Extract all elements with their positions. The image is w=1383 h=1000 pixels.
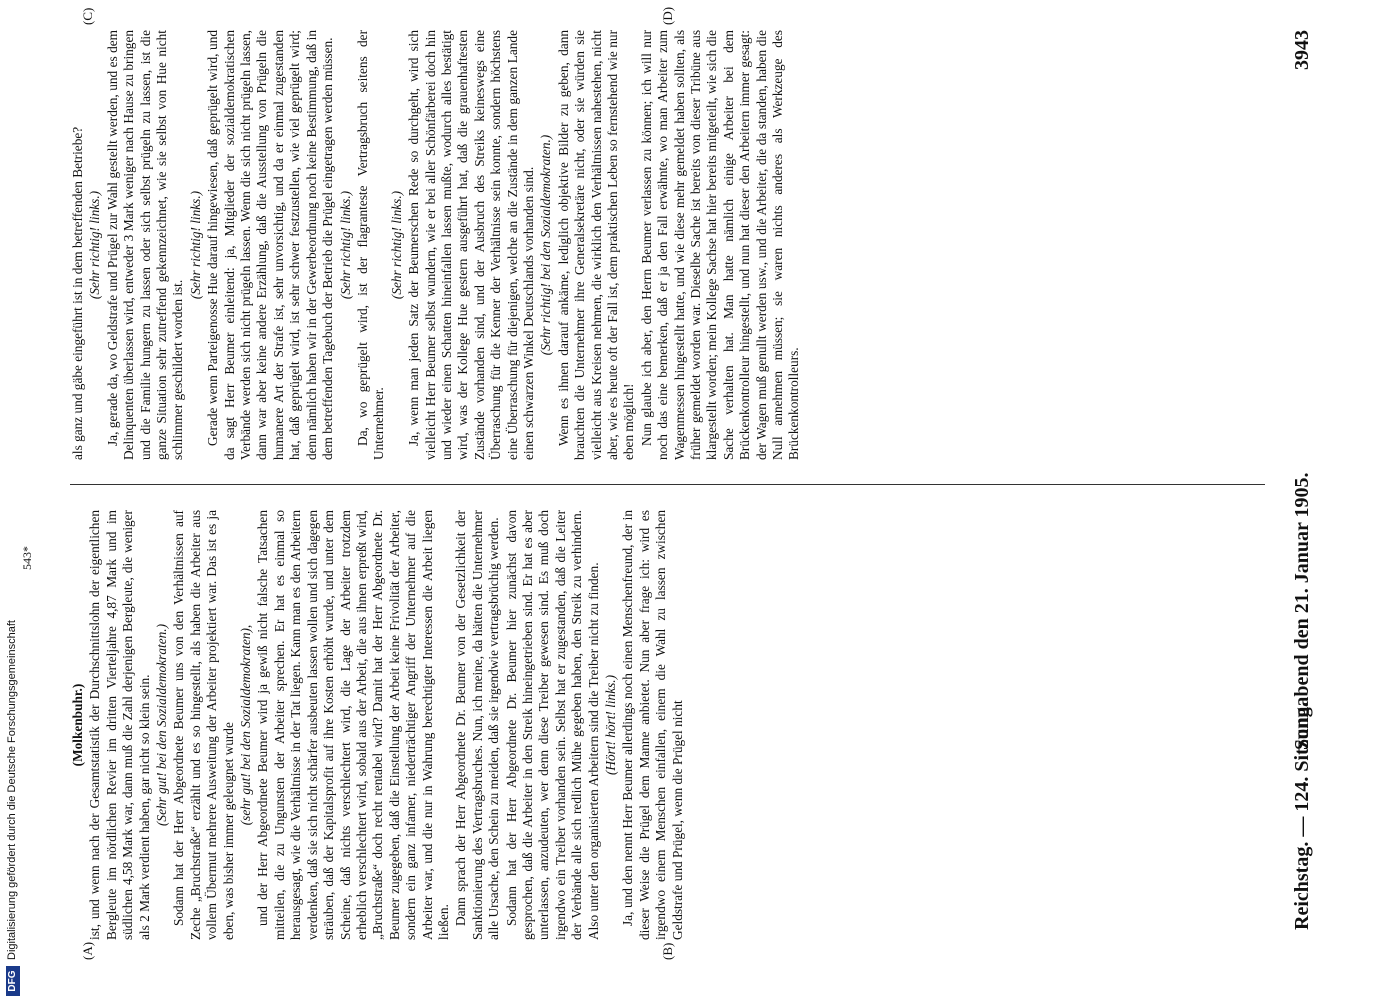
interjection: (Sehr richtig! links.) — [337, 190, 353, 300]
paragraph: Sodann hat der Herr Abgeordnete Dr. Beumer hier zunächst davon gesprochen, daß die Arbeiter in den Streik hineingetrieben sind. Er hat es aber unterlassen, anzudeuten, wer denn diese Treiber gewesen sind. Es muß doch irgendwo ein Treiber vorhanden sein. Selbst hat er zugestanden, daß die Leiter der Verbände alle sich redlich Mühe gegeben haben, den Streik zu verhindern. Also unter den organisierten Arbeitern sind die Treiber nicht zu finden. — [503, 510, 601, 940]
margin-mark-a: (A) — [80, 941, 95, 960]
margin-mark-c: (C) — [80, 7, 95, 25]
column-divider — [70, 484, 1265, 485]
paragraph: ist, und wenn nach der Gesamtstatistik der Durchschnittslohn der eigentlichen Bergleute im nördlichen Revier im dritten Vierteljahre 4,87 Mark und im südlichen 4,58 Mark war, dann muß die Zahl derjenigen Bergleute, die weniger als 2 Mark verdient haben, gar nicht so klein sein. — [87, 510, 152, 940]
margin-mark-d: (D) — [660, 6, 675, 25]
paragraph: Sodann hat der Herr Abgeordnete Beumer uns von den Verhältnissen auf Zeche „Bruchstraße“ erzählt und es so hingestellt, als haben die Arbeiter aus vollem Übermut mehrere Ausweitung der Arbeiter projektiert war. Das ist es ja eben, was bisher immer geleugnet wurde — [171, 510, 236, 940]
interjection: (sehr gut! bei den Sozialdemokraten), — [238, 624, 254, 826]
interjection: (Sehr richtig! links.) — [187, 190, 203, 300]
page-header — [1285, 30, 1325, 930]
speaker-name: (Molkenbuhr.) — [70, 683, 85, 767]
page-number: 3943 — [1291, 30, 1313, 70]
paragraph: Wenn es ihnen darauf ankäme, lediglich objektive Bilder zu geben, dann brauchten die Unternehmer ihre Generalsekretäre nicht, oder sie würden sie vielleicht aus Kreisen nehmen, die wirklich den Verhältnissen nahestehen, nicht aber, wie es heute oft der Fall ist, dem praktischen Leben so fernstehend wie nur eben möglich! — [555, 30, 637, 460]
paragraph: Gerade wenn Parteigenosse Hue darauf hingewiesen, daß geprügelt wird, und da sagt Herr Beumer einleitend: ja, Mitglieder der sozialdemokratischen Verbände werden sich nicht prügeln lassen. Wenn die sich nicht prügeln lassen, dann war aber keine andere Erzählung, daß die Ausstellung von Prügeln die humanere Art der Strafe ist, sehr unvorsichtig, und da er einmal zugestanden hat, daß geprügelt wird, ist sehr schwer festzustellen, wie viel geprügelt wird; denn nämlich haben wir in der Gewerbeordnung noch keine Bestimmung, daß in dem betreffenden Tagebuch der Betrieb die Prügel eingetragen werden müssen. — [205, 30, 336, 460]
signature-mark: 543* — [20, 546, 34, 570]
paragraph: Da, wo geprügelt wird, ist der flagranteste Vertragsbruch seitens der Unternehmer. — [354, 30, 387, 460]
header-left: Reichstag. — 124. Sitzung. — [1291, 702, 1313, 930]
paragraph: Ja, und den nennt Herr Beumer allerdings noch einen Menschenfreund, der in dieser Weise die Prügel dem Manne anbietet. Nun aber frage ich: wird es irgendwo einem Menschen einfallen, einem die Wahl zu lassen zwischen Geldstrafe und Prügel, wenn die Prügel nicht — [620, 510, 685, 940]
left-column — [70, 510, 1270, 940]
paragraph: Ja, gerade da, wo Geldstrafe und Prügel zur Wahl gestellt werden, und es dem Delinquenten überlassen wird, entweder 3 Mark weniger nach Hause zu bringen und die Familie hungern zu lassen oder sich selbst prügeln zu lassen, ist die ganze Situation sehr zutreffend gekennzeichnet, wie sie selbst von Hue nicht schlimmer geschildert worden ist. — [104, 30, 186, 460]
paragraph: als ganz und gäbe eingeführt ist in dem betreffenden Betriebe? — [70, 126, 85, 460]
header-center: Sonnabend den 21. Januar 1905. — [1291, 472, 1313, 750]
margin-mark-b: (B) — [660, 942, 675, 960]
paragraph: und der Herr Abgeordnete Beumer wird ja gewiß nicht falsche Tatsachen mitteilen, die zu Ungunsten der Arbeiter sprechen. Er hat es einmal so herausgesagt, wie die Verhältnisse in der Tat liegen. Kann man es den Arbeitern verdenken, daß sie sich nicht schärfer ausbeuten lassen wollen und sich dagegen sträuben, daß der Kapitalsprofit auf ihre Kosten erhöht wurde, und unter dem Scheine, daß nichts verschlechtert wird, die Lage der Arbeiter trotzdem erheblich verschlechtert wird, sobald aus der Arbeit, die aus ihnen erpreßt wird, „Bruchstraße“ doch recht rentabel wird? Damit hat der Herr Abgeordnete Dr. Beumer zugegeben, daß die Einstellung der Arbeit keine Frivolität der Arbeiter, sondern ein ganz infamer, niederträchtiger Angriff der Unternehmer auf die Arbeiter war, und die nur in Wahrung berechtigter Interessen die Arbeit liegen ließen. — [255, 510, 451, 940]
paragraph: Dann sprach der Herr Abgeordnete Dr. Beumer von der Gesetzlichkeit der Sanktionierung des Vertragsbruches. Nun, ich meine, da hätten die Unternehmer alle Ursache, den Schein zu meiden, daß sie irgendwie vertragsbrüchig werden. — [453, 510, 502, 940]
paragraph: Ja, wenn man jeden Satz der Beumerschen Rede so durchgeht, wird sich vielleicht Herr Beumer selbst wundern, wie er bei aller Schönfärberei doch hin und wieder einen Schatten hineinfallen lassen mußte, wodurch alles bestätigt wird, was der Kollege Hue gestern ausgeführt hat, daß die grauenhaftesten Zustände vorhanden sind, und der Ausbruch des Streiks keineswegs eine Überraschung für die Kenner der Verhältnisse sein konnte, sondern höchstens eine Überraschung für diejenigen, welche an die Zustände in dem ganzen Lande einen schwarzen Winkel Deutschlands vorhanden sind. — [406, 30, 536, 460]
credit-text: Digitalisierung gefördert durch die Deutsche Forschungsgemeinschaft — [6, 620, 18, 960]
interjection: (Sehr richtig! links.) — [87, 190, 103, 300]
interjection: (Sehr gut! bei den Sozialdemokraten.) — [154, 624, 170, 826]
credit-strip — [0, 0, 30, 1000]
interjection: (Hört! hört! links.) — [603, 674, 618, 776]
interjection: (Sehr richtig! links.) — [388, 190, 404, 300]
dfg-logo: DFG — [6, 966, 20, 996]
right-column — [70, 30, 1270, 460]
paragraph: Nun glaube ich aber, den Herrn Beumer verlassen zu können; ich will nur noch das eine bemerken, daß er ja den Fall erwähnte, wo man Arbeiter zum Wagenmessen hingestellt hatte, und wie diese mehr gemeldet haben sollten, als früher gemeldet worden war. Dieselbe Sache ist bereits von dieser Tribüne aus klargestellt worden; mein Kollege Sachse hat hier bereits mitgeteilt, wie sich die Sache verhalten hat. Man hatte nämlich einige Arbeiter bei dem Brückenkontrolleur hingestellt, und nun hat dieser den Arbeitern immer gesagt: der Wagen muß genullt werden usw., und die Arbeiter, die da standen, haben die Null annehmen müssen; sie waren nichts anderes als Werkzeuge des Brückenkontrolleurs. — [638, 30, 802, 460]
interjection: (Sehr richtig! bei den Sozialdemokraten.) — [538, 134, 554, 356]
